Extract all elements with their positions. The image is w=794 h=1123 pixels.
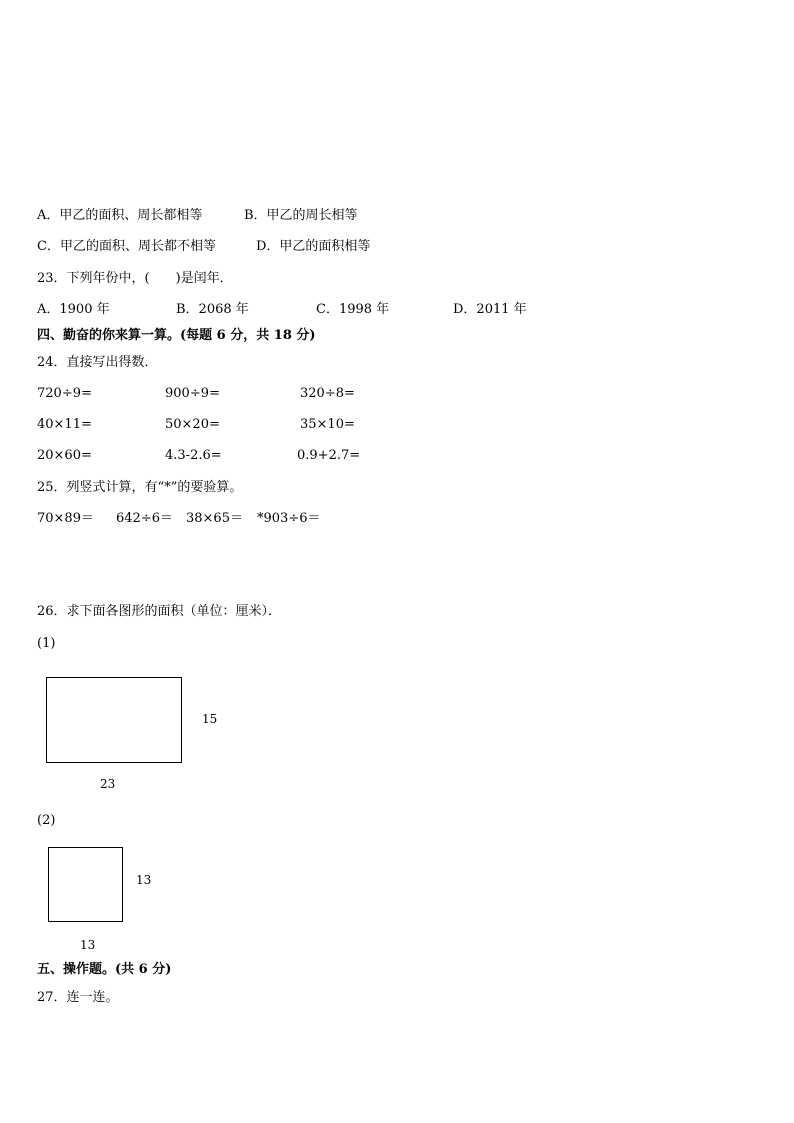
q24-item: 40×11= [37,417,92,432]
section5-heading: 五、操作题。(共 6 分) [37,962,172,977]
q24-item: 720÷9= [37,386,92,401]
q22-option-a: A．甲乙的面积、周长都相等 [37,208,203,223]
q22-option-b: B．甲乙的周长相等 [244,208,358,223]
q24-item: 35×10= [300,417,355,432]
q24-item: 900÷9= [165,386,220,401]
q25-item: 70×89＝ [37,511,94,526]
q24-stem: 24．直接写出得数． [37,355,158,370]
q24-item: 0.9+2.7= [297,448,361,463]
q23-option-d: D．2011 年 [453,302,527,317]
q27-stem: 27．连一连。 [37,990,119,1005]
q26-rectangle-width-label: 23 [100,777,116,791]
q25-item: 642÷6＝ [116,511,173,526]
q23-option-b: B．2068 年 [176,302,249,317]
q23-stem: 23．下列年份中，( )是闰年． [37,271,233,286]
q26-square-base-label: 13 [80,938,96,952]
q26-stem: 26．求下面各图形的面积（单位：厘米）． [37,604,282,619]
q26-rectangle [46,677,182,763]
q25-item: 38×65＝ [186,511,243,526]
q26-figure1-label: (1) [37,636,56,651]
q22-option-d: D．甲乙的面积相等 [256,239,371,254]
q24-item: 50×20= [165,417,220,432]
q22-option-c: C．甲乙的面积、周长都不相等 [37,239,216,254]
q23-option-a: A．1900 年 [37,302,110,317]
q25-item: *903÷6＝ [257,511,321,526]
q26-square-side-label: 13 [136,873,152,887]
q24-item: 20×60= [37,448,92,463]
section4-heading: 四、勤奋的你来算一算。(每题 6 分，共 18 分) [37,328,316,343]
q24-item: 320÷8= [300,386,355,401]
q24-item: 4.3-2.6= [165,448,222,463]
q26-rectangle-height-label: 15 [202,712,218,726]
q25-stem: 25．列竖式计算，有“*”的要验算。 [37,480,243,495]
q23-option-c: C．1998 年 [316,302,390,317]
q26-square [48,847,123,922]
q26-figure2-label: (2) [37,813,56,828]
